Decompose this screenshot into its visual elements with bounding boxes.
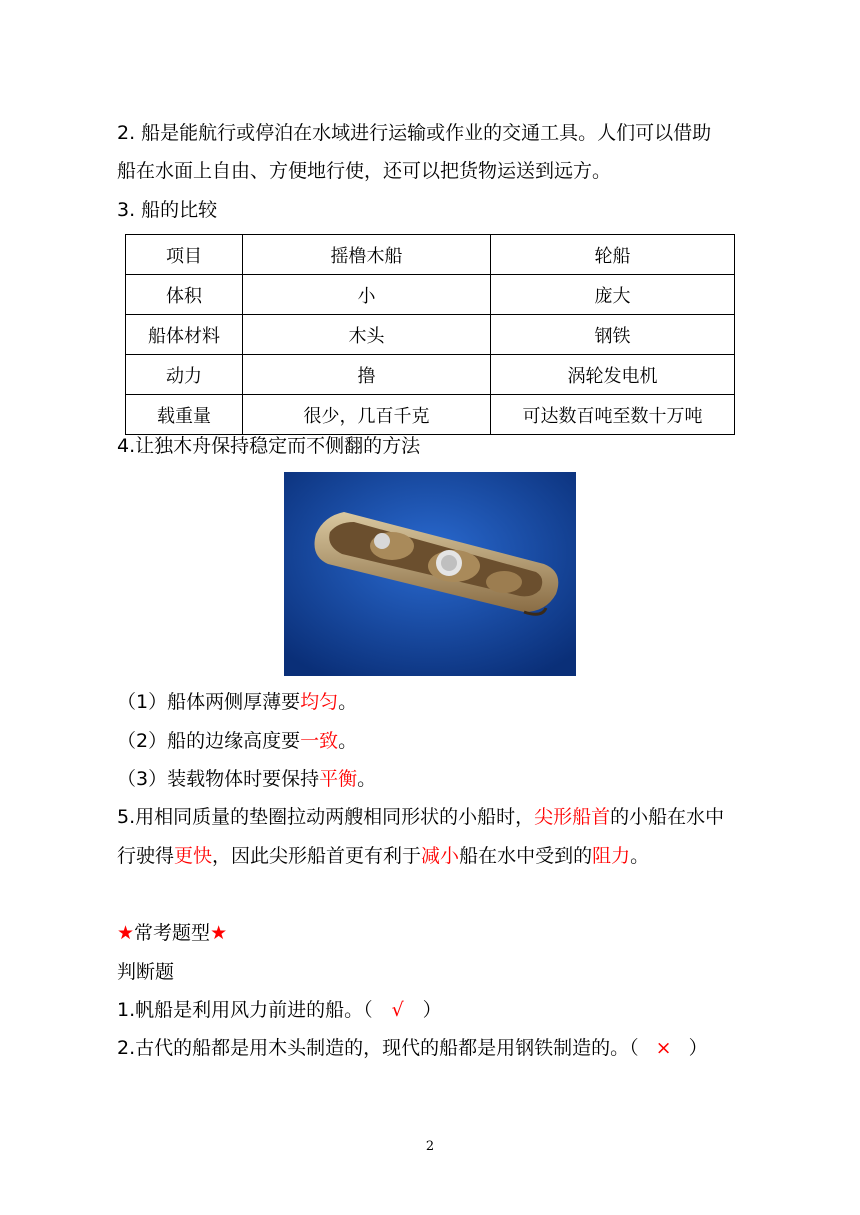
table-row [126, 395, 735, 435]
table-cell: 木头 [243, 315, 491, 355]
question-1 [117, 998, 442, 1022]
table-row [126, 275, 735, 315]
method-item-1-answer: 均匀 [300, 691, 339, 713]
method-item-3 [117, 767, 376, 791]
table-cell: 钢铁 [491, 315, 735, 355]
method-item-2 [117, 729, 357, 753]
star-icon: ★ [210, 922, 228, 944]
section-4-heading: 4.让独木舟保持稳定而不侧翻的方法 [117, 435, 421, 457]
method-item-1-end: 。 [338, 691, 358, 713]
method-item-2-text: （2）船的边缘高度要 [117, 730, 301, 752]
question-2-answer: × [655, 1037, 672, 1059]
table-cell: 可达数百吨至数十万吨 [491, 395, 735, 435]
table-cell: 涡轮发电机 [491, 355, 735, 395]
header-cell: 摇橹木船 [243, 235, 491, 275]
method-item-3-end: 。 [357, 768, 377, 790]
p5-text-1: 5.用相同质量的垫圈拉动两艘相同形状的小船时， [117, 806, 535, 828]
section-3-heading: 3. 船的比较 [117, 199, 218, 221]
table-cell: 庞大 [491, 275, 735, 315]
question-2 [117, 1036, 708, 1060]
p5-text-5: 船在水中受到的 [459, 845, 593, 867]
paragraph-5-line-2 [117, 844, 649, 868]
table-header-row [126, 235, 735, 275]
table-cell: 很少，几百千克 [243, 395, 491, 435]
p5-answer-2: 更快 [174, 845, 213, 867]
method-item-2-answer: 一致 [300, 730, 339, 752]
question-1-answer: √ [391, 999, 404, 1021]
p5-text-4: ，因此尖形船首更有利于 [212, 845, 422, 867]
table-row [126, 315, 735, 355]
question-2-end: ） [688, 1037, 708, 1059]
method-item-2-end: 。 [338, 730, 358, 752]
table-cell: 动力 [126, 355, 243, 395]
header-cell: 项目 [126, 235, 243, 275]
exam-section-title [117, 921, 227, 945]
table-cell: 小 [243, 275, 491, 315]
paragraph-2-line-1: 2. 船是能航行或停泊在水域进行运输或作业的交通工具。人们可以借助 [117, 122, 712, 144]
p5-answer-4: 阻力 [592, 845, 631, 867]
paragraph-5-line-1 [117, 805, 724, 829]
page-number: 2 [425, 1139, 435, 1154]
p5-answer-1: 尖形船首 [534, 806, 611, 828]
p5-text-3: 行驶得 [117, 845, 175, 867]
table-cell: 船体材料 [126, 315, 243, 355]
method-item-1-text: （1）船体两侧厚薄要 [117, 691, 301, 713]
header-cell: 轮船 [491, 235, 735, 275]
table-cell: 载重量 [126, 395, 243, 435]
table-cell: 体积 [126, 275, 243, 315]
comparison-table [125, 234, 735, 435]
method-item-3-text: （3）装载物体时要保持 [117, 768, 320, 790]
p5-answer-3: 减小 [421, 845, 460, 867]
question-1-end: ） [422, 999, 442, 1021]
p5-text-2: 的小船在水中 [610, 806, 725, 828]
table-row [126, 355, 735, 395]
exam-title-text: 常考题型 [134, 922, 211, 944]
star-icon: ★ [117, 922, 135, 944]
method-item-1 [117, 690, 357, 714]
method-item-3-answer: 平衡 [319, 768, 358, 790]
question-2-text: 2.古代的船都是用木头制造的，现代的船都是用钢铁制造的。（ [117, 1037, 639, 1059]
question-type-label: 判断题 [117, 961, 175, 983]
paragraph-2-line-2: 船在水面上自由、方便地行使，还可以把货物运送到远方。 [117, 160, 612, 182]
question-1-text: 1.帆船是利用风力前进的船。（ [117, 999, 373, 1021]
dugout-canoe-photo [284, 472, 576, 676]
table-cell: 撸 [243, 355, 491, 395]
p5-text-6: 。 [630, 845, 650, 867]
